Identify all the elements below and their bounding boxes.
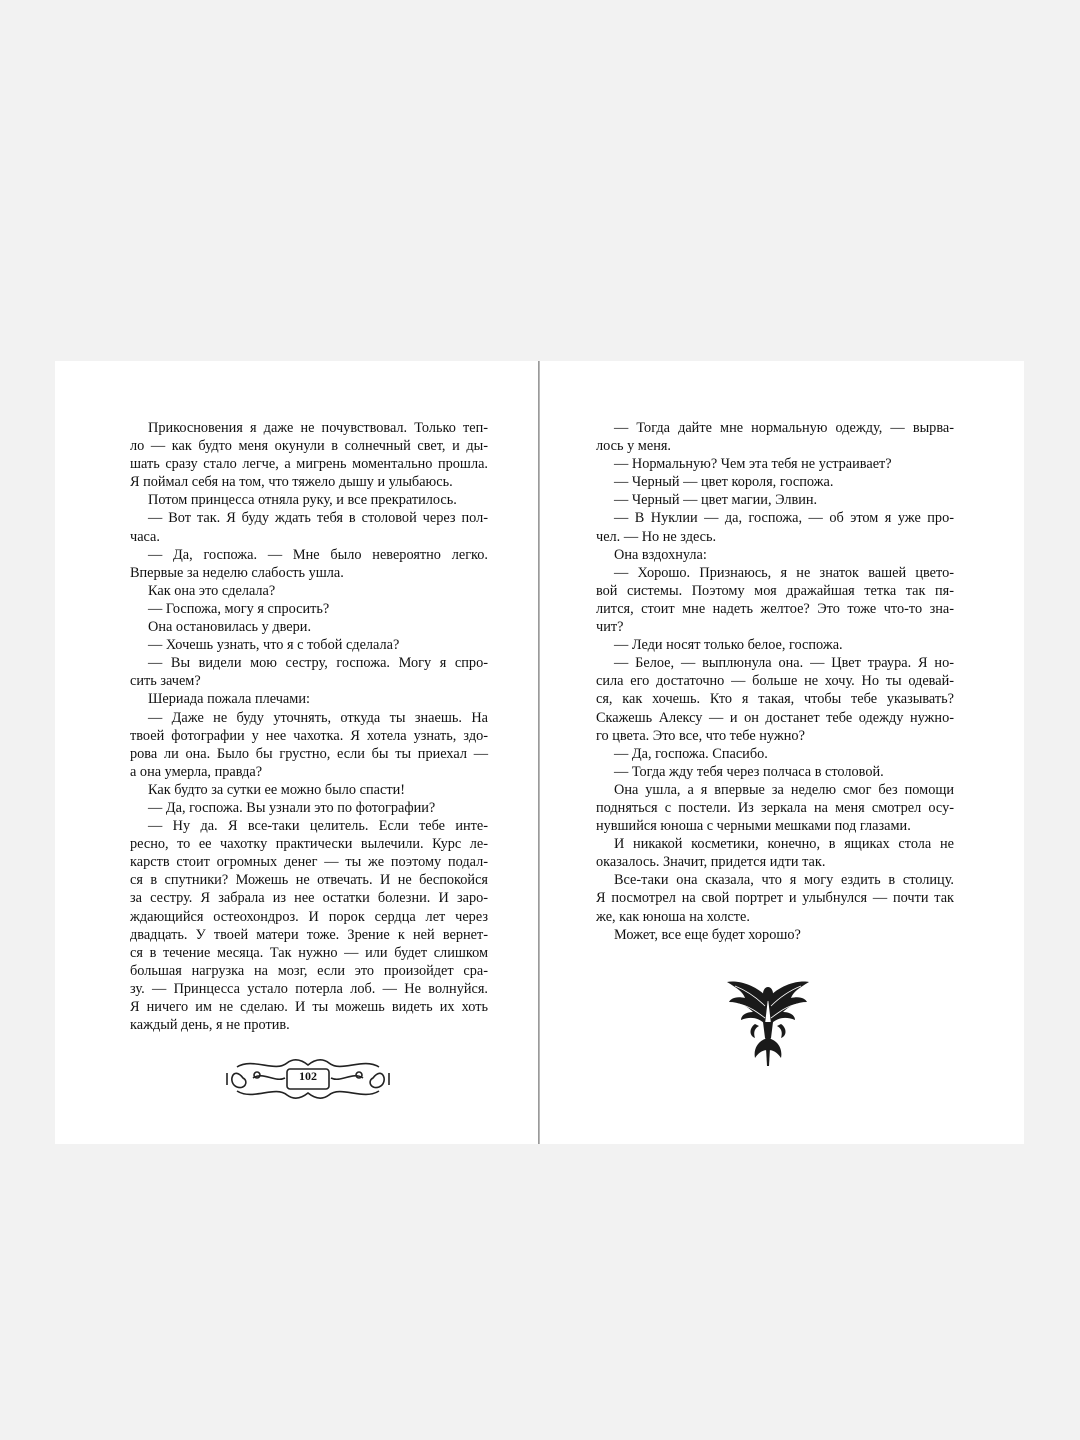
text-line: го цвета. Это все, что тебе нужно? bbox=[596, 727, 805, 744]
text-line: — Черный — цвет магии, Элвин. bbox=[614, 492, 818, 509]
paragraph bbox=[596, 871, 954, 925]
text-line: Она остановилась у двери. bbox=[148, 619, 312, 636]
paragraph bbox=[130, 636, 488, 654]
text-line: оказалось. Значит, придется идти так. bbox=[596, 854, 826, 871]
book-gutter bbox=[538, 361, 540, 1144]
paragraph bbox=[130, 618, 488, 636]
text-line: — Да, госпожа. Вы узнали это по фотографии? bbox=[148, 799, 436, 816]
paragraph bbox=[596, 473, 954, 491]
text-line: нувшийся юноша с черными мешками под глазами. bbox=[596, 818, 911, 835]
text-line: И никакой косметики, конечно, в ящиках стола не bbox=[614, 836, 954, 853]
paragraph bbox=[130, 799, 488, 817]
text-line: Прикосновения я даже не почувствовал. Только теп- bbox=[148, 420, 488, 436]
text-line: — Ну да. Я все-таки целитель. Если тебе инте- bbox=[148, 818, 488, 835]
text-line: Скажешь Алексу — и он достанет тебе одежду нужно- bbox=[596, 709, 954, 726]
paragraph bbox=[596, 546, 954, 564]
text-line: Я посмотрел на свой портрет и улыбнулся — почти так bbox=[596, 890, 954, 907]
text-line: Все-таки она сказала, что я могу ездить в столицу. bbox=[614, 872, 954, 889]
text-line: — Тогда дайте мне нормальную одежду, — вырва- bbox=[614, 420, 954, 436]
text-line: — Тогда жду тебя через полчаса в столовой. bbox=[614, 763, 884, 780]
text-line: шать сразу стало легче, а мигрень моментально прошла. bbox=[130, 456, 488, 473]
text-line: чит? bbox=[596, 619, 624, 636]
paragraph bbox=[130, 600, 488, 618]
paragraph bbox=[130, 781, 488, 799]
paragraph bbox=[130, 491, 488, 509]
page-number-ornament bbox=[223, 1053, 393, 1103]
text-line: Она ушла, а я впервые за неделю смог без помощи bbox=[614, 781, 954, 798]
page-number: 102 bbox=[299, 1069, 317, 1083]
text-line: Она вздохнула: bbox=[614, 546, 707, 563]
text-line: Впервые за неделю слабость ушла. bbox=[130, 564, 344, 581]
paragraph bbox=[130, 690, 488, 708]
text-line: каждый день, я не против. bbox=[130, 1017, 290, 1034]
text-line: ся в спутники? Можешь не отвечать. И не беспокойся bbox=[130, 872, 488, 889]
text-line: — Вы видели мою сестру, госпожа. Могу я спро- bbox=[148, 655, 488, 672]
text-line: сила его достаточно — больше не хочу. Но ты одевай- bbox=[596, 673, 954, 690]
text-line: — В Нуклии — да, госпожа, — об этом я уже про- bbox=[614, 510, 954, 527]
paragraph bbox=[596, 835, 954, 871]
text-line: ресно, то ее чахотку практически вылечили. Курс ле- bbox=[130, 836, 488, 853]
text-line: за сестру. Я забрала из нее остатки болезни. И заро- bbox=[130, 890, 488, 907]
paragraph bbox=[130, 817, 488, 1034]
text-line: — Да, госпожа. — Мне было невероятно легко. bbox=[148, 546, 488, 563]
paragraph bbox=[596, 564, 954, 636]
paragraph bbox=[130, 582, 488, 600]
paragraph bbox=[596, 745, 954, 763]
text-line: же, как юноша на холсте. bbox=[596, 908, 750, 925]
paragraph bbox=[596, 509, 954, 545]
text-line: — Да, госпожа. Спасибо. bbox=[614, 745, 768, 762]
text-line: большая нагрузка на мозг, если это произойдет сра- bbox=[130, 962, 488, 979]
paragraph bbox=[596, 763, 954, 781]
text-line: а она умерла, правда? bbox=[130, 763, 263, 780]
text-line: Я поймал себя на том, что тяжело дышу и улыбаюсь. bbox=[130, 474, 453, 491]
paragraph bbox=[130, 654, 488, 690]
paragraph bbox=[596, 419, 954, 455]
book-spread bbox=[55, 361, 1024, 1144]
text-line: — Черный — цвет короля, госпожа. bbox=[614, 474, 834, 491]
text-line: — Нормальную? Чем эта тебя не устраивает? bbox=[614, 456, 892, 473]
paragraph bbox=[596, 455, 954, 473]
text-line: лось у меня. bbox=[596, 438, 671, 455]
text-line: сить зачем? bbox=[130, 673, 201, 690]
text-line: ся в течение месяца. Так нужно — или будет слишком bbox=[130, 944, 488, 961]
paragraph bbox=[596, 636, 954, 654]
text-line: лится, стоит мне надеть желтое? Это тоже что-то зна- bbox=[596, 600, 954, 617]
text-line: ло — как будто меня окунули в солнечный свет, и ды- bbox=[130, 438, 488, 455]
left-page-text bbox=[130, 419, 488, 1034]
text-line: чел. — Но не здесь. bbox=[596, 528, 717, 545]
text-line: подняться с постели. Из зеркала на меня смотрел осу- bbox=[596, 799, 954, 816]
paragraph bbox=[130, 709, 488, 781]
text-line: — Вот так. Я буду ждать тебя в столовой через пол- bbox=[148, 510, 488, 527]
winged-crest-icon bbox=[725, 978, 811, 1066]
text-line: Как она это сделала? bbox=[148, 582, 276, 599]
paragraph bbox=[596, 654, 954, 744]
text-line: двадцать. У твоей матери тоже. Зрение к ней вернет- bbox=[130, 926, 488, 943]
text-line: твоей фотографии у нее чахотка. Я хотела узнать, здо- bbox=[130, 727, 488, 744]
text-line: Как будто за сутки ее можно было спасти! bbox=[148, 781, 405, 798]
text-line: — Хочешь узнать, что я с тобой сделала? bbox=[148, 637, 400, 654]
paragraph bbox=[596, 926, 954, 944]
paragraph bbox=[130, 509, 488, 545]
text-line: Потом принцесса отняла руку, и все прекратилось. bbox=[148, 492, 457, 509]
paragraph bbox=[130, 546, 488, 582]
right-page-text bbox=[596, 419, 954, 944]
text-line: Я ничего им не сделаю. И ты можешь видеть их хоть bbox=[130, 999, 488, 1015]
text-line: часа. bbox=[130, 528, 160, 545]
paragraph bbox=[596, 491, 954, 509]
text-line: зу. — Принцесса устало потерла лоб. — Не волнуйся. bbox=[130, 980, 488, 997]
text-line: ждающийся остеохондроз. И порок сердца лет через bbox=[130, 908, 488, 925]
paragraph bbox=[596, 781, 954, 835]
paragraph bbox=[130, 419, 488, 491]
text-line: — Даже не буду уточнять, откуда ты знаешь. На bbox=[148, 709, 488, 726]
text-line: карств стоит огромных денег — ты же поэтому подал- bbox=[130, 854, 488, 871]
text-line: Шериада пожала плечами: bbox=[148, 691, 310, 708]
text-line: — Леди носят только белое, госпожа. bbox=[614, 637, 843, 654]
text-line: — Белое, — выплюнула она. — Цвет траура. Я но- bbox=[614, 655, 954, 672]
text-line: Может, все еще будет хорошо? bbox=[614, 926, 801, 943]
text-line: — Госпожа, могу я спросить? bbox=[148, 600, 330, 617]
text-line: — Хорошо. Признаюсь, я не знаток вашей цвето- bbox=[614, 564, 954, 581]
text-line: вой системы. Поэтому моя дражайшая тетка так пя- bbox=[596, 582, 954, 599]
text-line: ся, как хочешь. Кто я такая, чтобы тебе указывать? bbox=[596, 691, 954, 708]
text-line: рова ли она. Было бы грустно, если бы ты приехал — bbox=[130, 745, 488, 762]
